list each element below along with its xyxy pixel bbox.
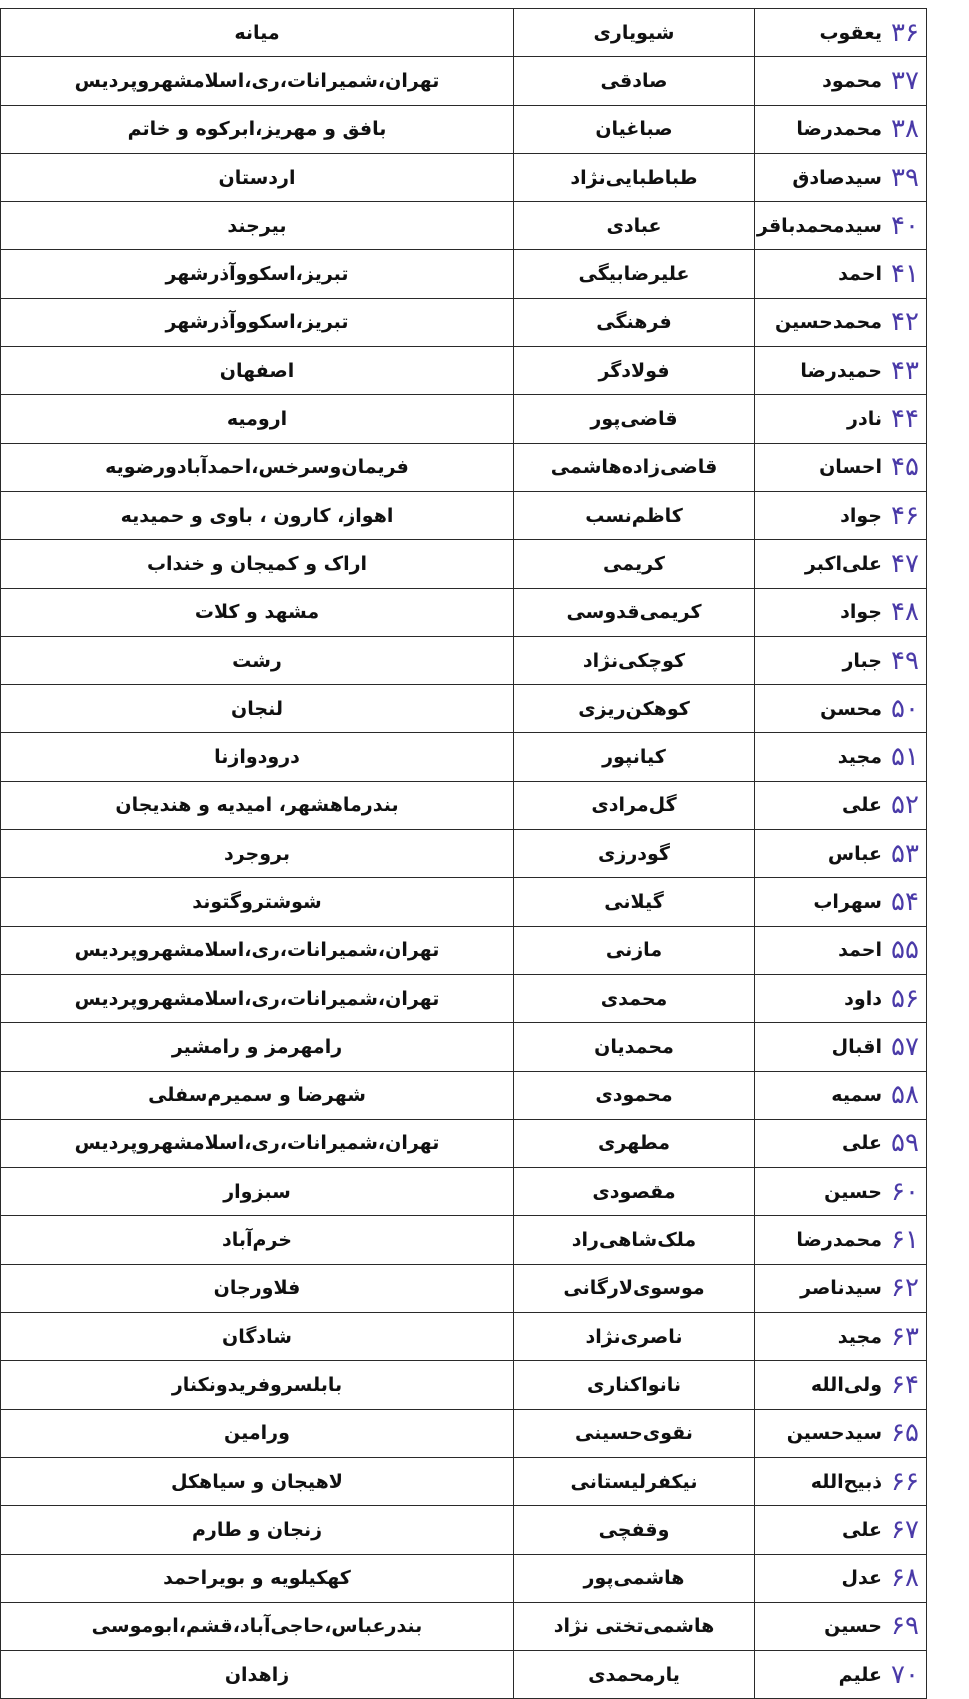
row-number: ۴۶ bbox=[891, 500, 919, 531]
last-name-cell: نانواکناری bbox=[514, 1361, 755, 1409]
last-name-cell: هاشمی‌پور bbox=[514, 1554, 755, 1602]
representatives-table bbox=[0, 8, 927, 1699]
row-number: ۵۱ bbox=[891, 742, 919, 773]
last-name-cell: یارمحمدی bbox=[514, 1651, 755, 1699]
last-name-cell: ملک‌شاهی‌راد bbox=[514, 1216, 755, 1264]
first-name-cell bbox=[755, 1313, 927, 1361]
row-number: ۶۲ bbox=[891, 1273, 919, 1304]
row-number: ۳۶ bbox=[891, 17, 919, 48]
row-number: ۶۷ bbox=[891, 1514, 919, 1545]
first-name-cell bbox=[755, 105, 927, 153]
constituency-cell: تهران،شمیرانات،ری،اسلامشهروپردیس bbox=[1, 974, 514, 1022]
table-row bbox=[1, 1554, 927, 1602]
row-number: ۴۴ bbox=[891, 404, 919, 435]
last-name-cell: قاضی‌زاده‌هاشمی bbox=[514, 443, 755, 491]
row-number: ۴۷ bbox=[891, 548, 919, 579]
first-name: احمد bbox=[838, 939, 882, 962]
constituency-cell: لنجان bbox=[1, 685, 514, 733]
constituency-cell: مشهد و کلات bbox=[1, 588, 514, 636]
constituency-cell: شهرضا و سمیرم‌سفلی bbox=[1, 1071, 514, 1119]
row-number: ۵۹ bbox=[891, 1128, 919, 1159]
first-name: علی bbox=[842, 1518, 882, 1541]
constituency-cell: درودوازنا bbox=[1, 733, 514, 781]
last-name-cell: کوهکن‌ریزی bbox=[514, 685, 755, 733]
first-name: ذبیح‌الله bbox=[810, 1470, 882, 1493]
constituency-cell: شادگان bbox=[1, 1313, 514, 1361]
last-name-cell: مطهری bbox=[514, 1119, 755, 1167]
row-number: ۵۲ bbox=[891, 790, 919, 821]
first-name-cell bbox=[755, 1168, 927, 1216]
table-row bbox=[1, 733, 927, 781]
constituency-cell: لاهیجان و سیاهکل bbox=[1, 1457, 514, 1505]
table-row bbox=[1, 1023, 927, 1071]
first-name: محسن bbox=[820, 697, 882, 720]
table-row bbox=[1, 298, 927, 346]
first-name: مجید bbox=[837, 746, 882, 769]
last-name-cell: گودرزی bbox=[514, 830, 755, 878]
first-name: محمدرضا bbox=[796, 1229, 882, 1252]
last-name-cell: قاضی‌پور bbox=[514, 395, 755, 443]
constituency-cell: خرم‌آباد bbox=[1, 1216, 514, 1264]
constituency-cell: اراک و کمیجان و خنداب bbox=[1, 540, 514, 588]
last-name-cell: گیلانی bbox=[514, 878, 755, 926]
row-number: ۵۶ bbox=[891, 983, 919, 1014]
first-name: حسین bbox=[824, 1180, 882, 1203]
table-row bbox=[1, 443, 927, 491]
first-name-cell bbox=[755, 1554, 927, 1602]
last-name-cell: نیکفرلیستانی bbox=[514, 1457, 755, 1505]
first-name: علی bbox=[842, 1132, 882, 1155]
last-name-cell: موسوی‌لارگانی bbox=[514, 1264, 755, 1312]
constituency-cell: رامهرمز و رامشیر bbox=[1, 1023, 514, 1071]
first-name-cell bbox=[755, 636, 927, 684]
first-name: جواد bbox=[840, 504, 882, 527]
first-name: علیم bbox=[838, 1663, 882, 1686]
last-name-cell: فرهنگی bbox=[514, 298, 755, 346]
table-row bbox=[1, 395, 927, 443]
table-row bbox=[1, 1313, 927, 1361]
row-number: ۶۱ bbox=[891, 1225, 919, 1256]
table-row bbox=[1, 588, 927, 636]
row-number: ۴۲ bbox=[891, 307, 919, 338]
constituency-cell: ارومیه bbox=[1, 395, 514, 443]
row-number: ۴۵ bbox=[891, 452, 919, 483]
last-name-cell: مقصودی bbox=[514, 1168, 755, 1216]
first-name-cell bbox=[755, 1216, 927, 1264]
row-number: ۴۱ bbox=[891, 259, 919, 290]
table-row bbox=[1, 1602, 927, 1650]
table-row bbox=[1, 153, 927, 201]
constituency-cell: رشت bbox=[1, 636, 514, 684]
first-name-cell bbox=[755, 57, 927, 105]
first-name-cell bbox=[755, 298, 927, 346]
table-row bbox=[1, 1071, 927, 1119]
last-name-cell: علیرضابیگی bbox=[514, 250, 755, 298]
constituency-cell: کهکیلویه و بویراحمد bbox=[1, 1554, 514, 1602]
row-number: ۵۷ bbox=[891, 1031, 919, 1062]
last-name-cell: هاشمی‌تختی نژاد bbox=[514, 1602, 755, 1650]
last-name-cell: وقفچی bbox=[514, 1506, 755, 1554]
constituency-cell: اردستان bbox=[1, 153, 514, 201]
constituency-cell: میانه bbox=[1, 9, 514, 57]
last-name-cell: کیانپور bbox=[514, 733, 755, 781]
first-name: حسین bbox=[824, 1615, 882, 1638]
first-name-cell bbox=[755, 491, 927, 539]
first-name-cell bbox=[755, 202, 927, 250]
last-name-cell: طباطبایی‌نژاد bbox=[514, 153, 755, 201]
first-name-cell bbox=[755, 588, 927, 636]
constituency-cell: شوشتروگتوند bbox=[1, 878, 514, 926]
table-row bbox=[1, 202, 927, 250]
table-row bbox=[1, 250, 927, 298]
row-number: ۵۰ bbox=[891, 693, 919, 724]
first-name: سیدصادق bbox=[792, 166, 882, 189]
first-name: سهراب bbox=[813, 890, 882, 913]
constituency-cell: بافق و مهریز،ابرکوه و خاتم bbox=[1, 105, 514, 153]
last-name-cell: فولادگر bbox=[514, 347, 755, 395]
first-name-cell bbox=[755, 1071, 927, 1119]
first-name-cell bbox=[755, 1264, 927, 1312]
last-name-cell: محمودی bbox=[514, 1071, 755, 1119]
first-name: اقبال bbox=[831, 1035, 882, 1058]
first-name-cell bbox=[755, 878, 927, 926]
table-row bbox=[1, 347, 927, 395]
row-number: ۶۸ bbox=[891, 1563, 919, 1594]
table-row bbox=[1, 1457, 927, 1505]
first-name: محمدرضا bbox=[796, 118, 882, 141]
first-name: علی bbox=[842, 794, 882, 817]
first-name-cell bbox=[755, 443, 927, 491]
constituency-cell: فریمان‌وسرخس،احمدآبادورضویه bbox=[1, 443, 514, 491]
row-number: ۵۳ bbox=[891, 838, 919, 869]
first-name-cell bbox=[755, 540, 927, 588]
first-name: محمدحسین bbox=[774, 311, 882, 334]
first-name-cell bbox=[755, 1506, 927, 1554]
last-name-cell: عبادی bbox=[514, 202, 755, 250]
first-name-cell bbox=[755, 9, 927, 57]
first-name: جبار bbox=[842, 649, 882, 672]
first-name: جواد bbox=[840, 601, 882, 624]
last-name-cell: کریمی‌قدوسی bbox=[514, 588, 755, 636]
table-row bbox=[1, 1361, 927, 1409]
row-number: ۶۰ bbox=[891, 1176, 919, 1207]
first-name: ولی‌الله bbox=[810, 1373, 882, 1396]
constituency-cell: بیرجند bbox=[1, 202, 514, 250]
first-name: حمیدرضا bbox=[800, 359, 882, 382]
constituency-cell: تهران،شمیرانات،ری،اسلامشهروپردیس bbox=[1, 57, 514, 105]
first-name: احمد bbox=[838, 263, 882, 286]
table-row bbox=[1, 830, 927, 878]
constituency-cell: بندرعباس،حاجی‌آباد،قشم،ابوموسی bbox=[1, 1602, 514, 1650]
first-name: داود bbox=[844, 987, 882, 1010]
row-number: ۴۰ bbox=[891, 210, 919, 241]
first-name: عباس bbox=[827, 842, 882, 865]
table-body bbox=[1, 9, 927, 1699]
last-name-cell: نقوی‌حسینی bbox=[514, 1409, 755, 1457]
last-name-cell: کوچکی‌نژاد bbox=[514, 636, 755, 684]
table-row bbox=[1, 878, 927, 926]
table-row bbox=[1, 1651, 927, 1699]
row-number: ۷۰ bbox=[891, 1659, 919, 1690]
last-name-cell: گل‌مرادی bbox=[514, 781, 755, 829]
first-name-cell bbox=[755, 1651, 927, 1699]
table-row bbox=[1, 781, 927, 829]
row-number: ۳۸ bbox=[891, 114, 919, 145]
first-name: سیدحسین bbox=[786, 1422, 882, 1445]
row-number: ۶۶ bbox=[891, 1466, 919, 1497]
last-name-cell: محمدی bbox=[514, 974, 755, 1022]
constituency-cell: زنجان و طارم bbox=[1, 1506, 514, 1554]
first-name-cell bbox=[755, 733, 927, 781]
constituency-cell: فلاورجان bbox=[1, 1264, 514, 1312]
table-row bbox=[1, 1506, 927, 1554]
first-name-cell bbox=[755, 1409, 927, 1457]
first-name-cell bbox=[755, 1119, 927, 1167]
first-name: محمود bbox=[822, 69, 882, 92]
row-number: ۵۴ bbox=[891, 886, 919, 917]
row-number: ۶۹ bbox=[891, 1611, 919, 1642]
first-name: سمیه bbox=[831, 1084, 882, 1107]
row-number: ۶۴ bbox=[891, 1369, 919, 1400]
table-row bbox=[1, 491, 927, 539]
first-name: احسان bbox=[819, 456, 882, 479]
constituency-cell: بروجرد bbox=[1, 830, 514, 878]
first-name-cell bbox=[755, 926, 927, 974]
constituency-cell: تهران،شمیرانات،ری،اسلامشهروپردیس bbox=[1, 926, 514, 974]
last-name-cell: مازنی bbox=[514, 926, 755, 974]
first-name-cell bbox=[755, 1602, 927, 1650]
first-name-cell bbox=[755, 1361, 927, 1409]
last-name-cell: ناصری‌نژاد bbox=[514, 1313, 755, 1361]
last-name-cell: صادقی bbox=[514, 57, 755, 105]
first-name-cell bbox=[755, 781, 927, 829]
last-name-cell: کریمی bbox=[514, 540, 755, 588]
table-row bbox=[1, 926, 927, 974]
last-name-cell: شیویاری bbox=[514, 9, 755, 57]
first-name-cell bbox=[755, 1457, 927, 1505]
first-name: نادر bbox=[847, 408, 882, 431]
last-name-cell: کاظم‌نسب bbox=[514, 491, 755, 539]
first-name: علی‌اکبر bbox=[804, 552, 882, 575]
first-name-cell bbox=[755, 974, 927, 1022]
constituency-cell: ورامین bbox=[1, 1409, 514, 1457]
first-name-cell bbox=[755, 830, 927, 878]
constituency-cell: تبریز،اسکووآذرشهر bbox=[1, 250, 514, 298]
last-name-cell: محمدیان bbox=[514, 1023, 755, 1071]
row-number: ۵۸ bbox=[891, 1080, 919, 1111]
table-row bbox=[1, 9, 927, 57]
first-name: مجید bbox=[837, 1325, 882, 1348]
table-row bbox=[1, 1119, 927, 1167]
constituency-cell: بابلسروفریدونکنار bbox=[1, 1361, 514, 1409]
row-number: ۵۵ bbox=[891, 935, 919, 966]
constituency-cell: اصفهان bbox=[1, 347, 514, 395]
table-row bbox=[1, 540, 927, 588]
constituency-cell: سبزوار bbox=[1, 1168, 514, 1216]
table-row bbox=[1, 636, 927, 684]
table-row bbox=[1, 1409, 927, 1457]
last-name-cell: صباغیان bbox=[514, 105, 755, 153]
row-number: ۳۹ bbox=[891, 162, 919, 193]
table-row bbox=[1, 685, 927, 733]
constituency-cell: تهران،شمیرانات،ری،اسلامشهروپردیس bbox=[1, 1119, 514, 1167]
first-name-cell bbox=[755, 395, 927, 443]
first-name: سیدمحمدباقر bbox=[756, 214, 882, 237]
first-name-cell bbox=[755, 250, 927, 298]
first-name-cell bbox=[755, 347, 927, 395]
row-number: ۶۳ bbox=[891, 1321, 919, 1352]
first-name: سیدناصر bbox=[800, 1277, 882, 1300]
first-name: یعقوب bbox=[819, 21, 882, 44]
table-row bbox=[1, 974, 927, 1022]
constituency-cell: اهواز، کارون ، باوی و حمیدیه bbox=[1, 491, 514, 539]
row-number: ۴۹ bbox=[891, 645, 919, 676]
first-name-cell bbox=[755, 153, 927, 201]
table-row bbox=[1, 57, 927, 105]
constituency-cell: تبریز،اسکووآذرشهر bbox=[1, 298, 514, 346]
table-row bbox=[1, 1264, 927, 1312]
row-number: ۴۸ bbox=[891, 597, 919, 628]
constituency-cell: بندرماهشهر، امیدیه و هندیجان bbox=[1, 781, 514, 829]
table-row bbox=[1, 1168, 927, 1216]
row-number: ۳۷ bbox=[891, 65, 919, 96]
constituency-cell: زاهدان bbox=[1, 1651, 514, 1699]
first-name-cell bbox=[755, 685, 927, 733]
first-name-cell bbox=[755, 1023, 927, 1071]
row-number: ۶۵ bbox=[891, 1418, 919, 1449]
table-row bbox=[1, 1216, 927, 1264]
row-number: ۴۳ bbox=[891, 355, 919, 386]
first-name: عدل bbox=[841, 1567, 882, 1590]
table-row bbox=[1, 105, 927, 153]
